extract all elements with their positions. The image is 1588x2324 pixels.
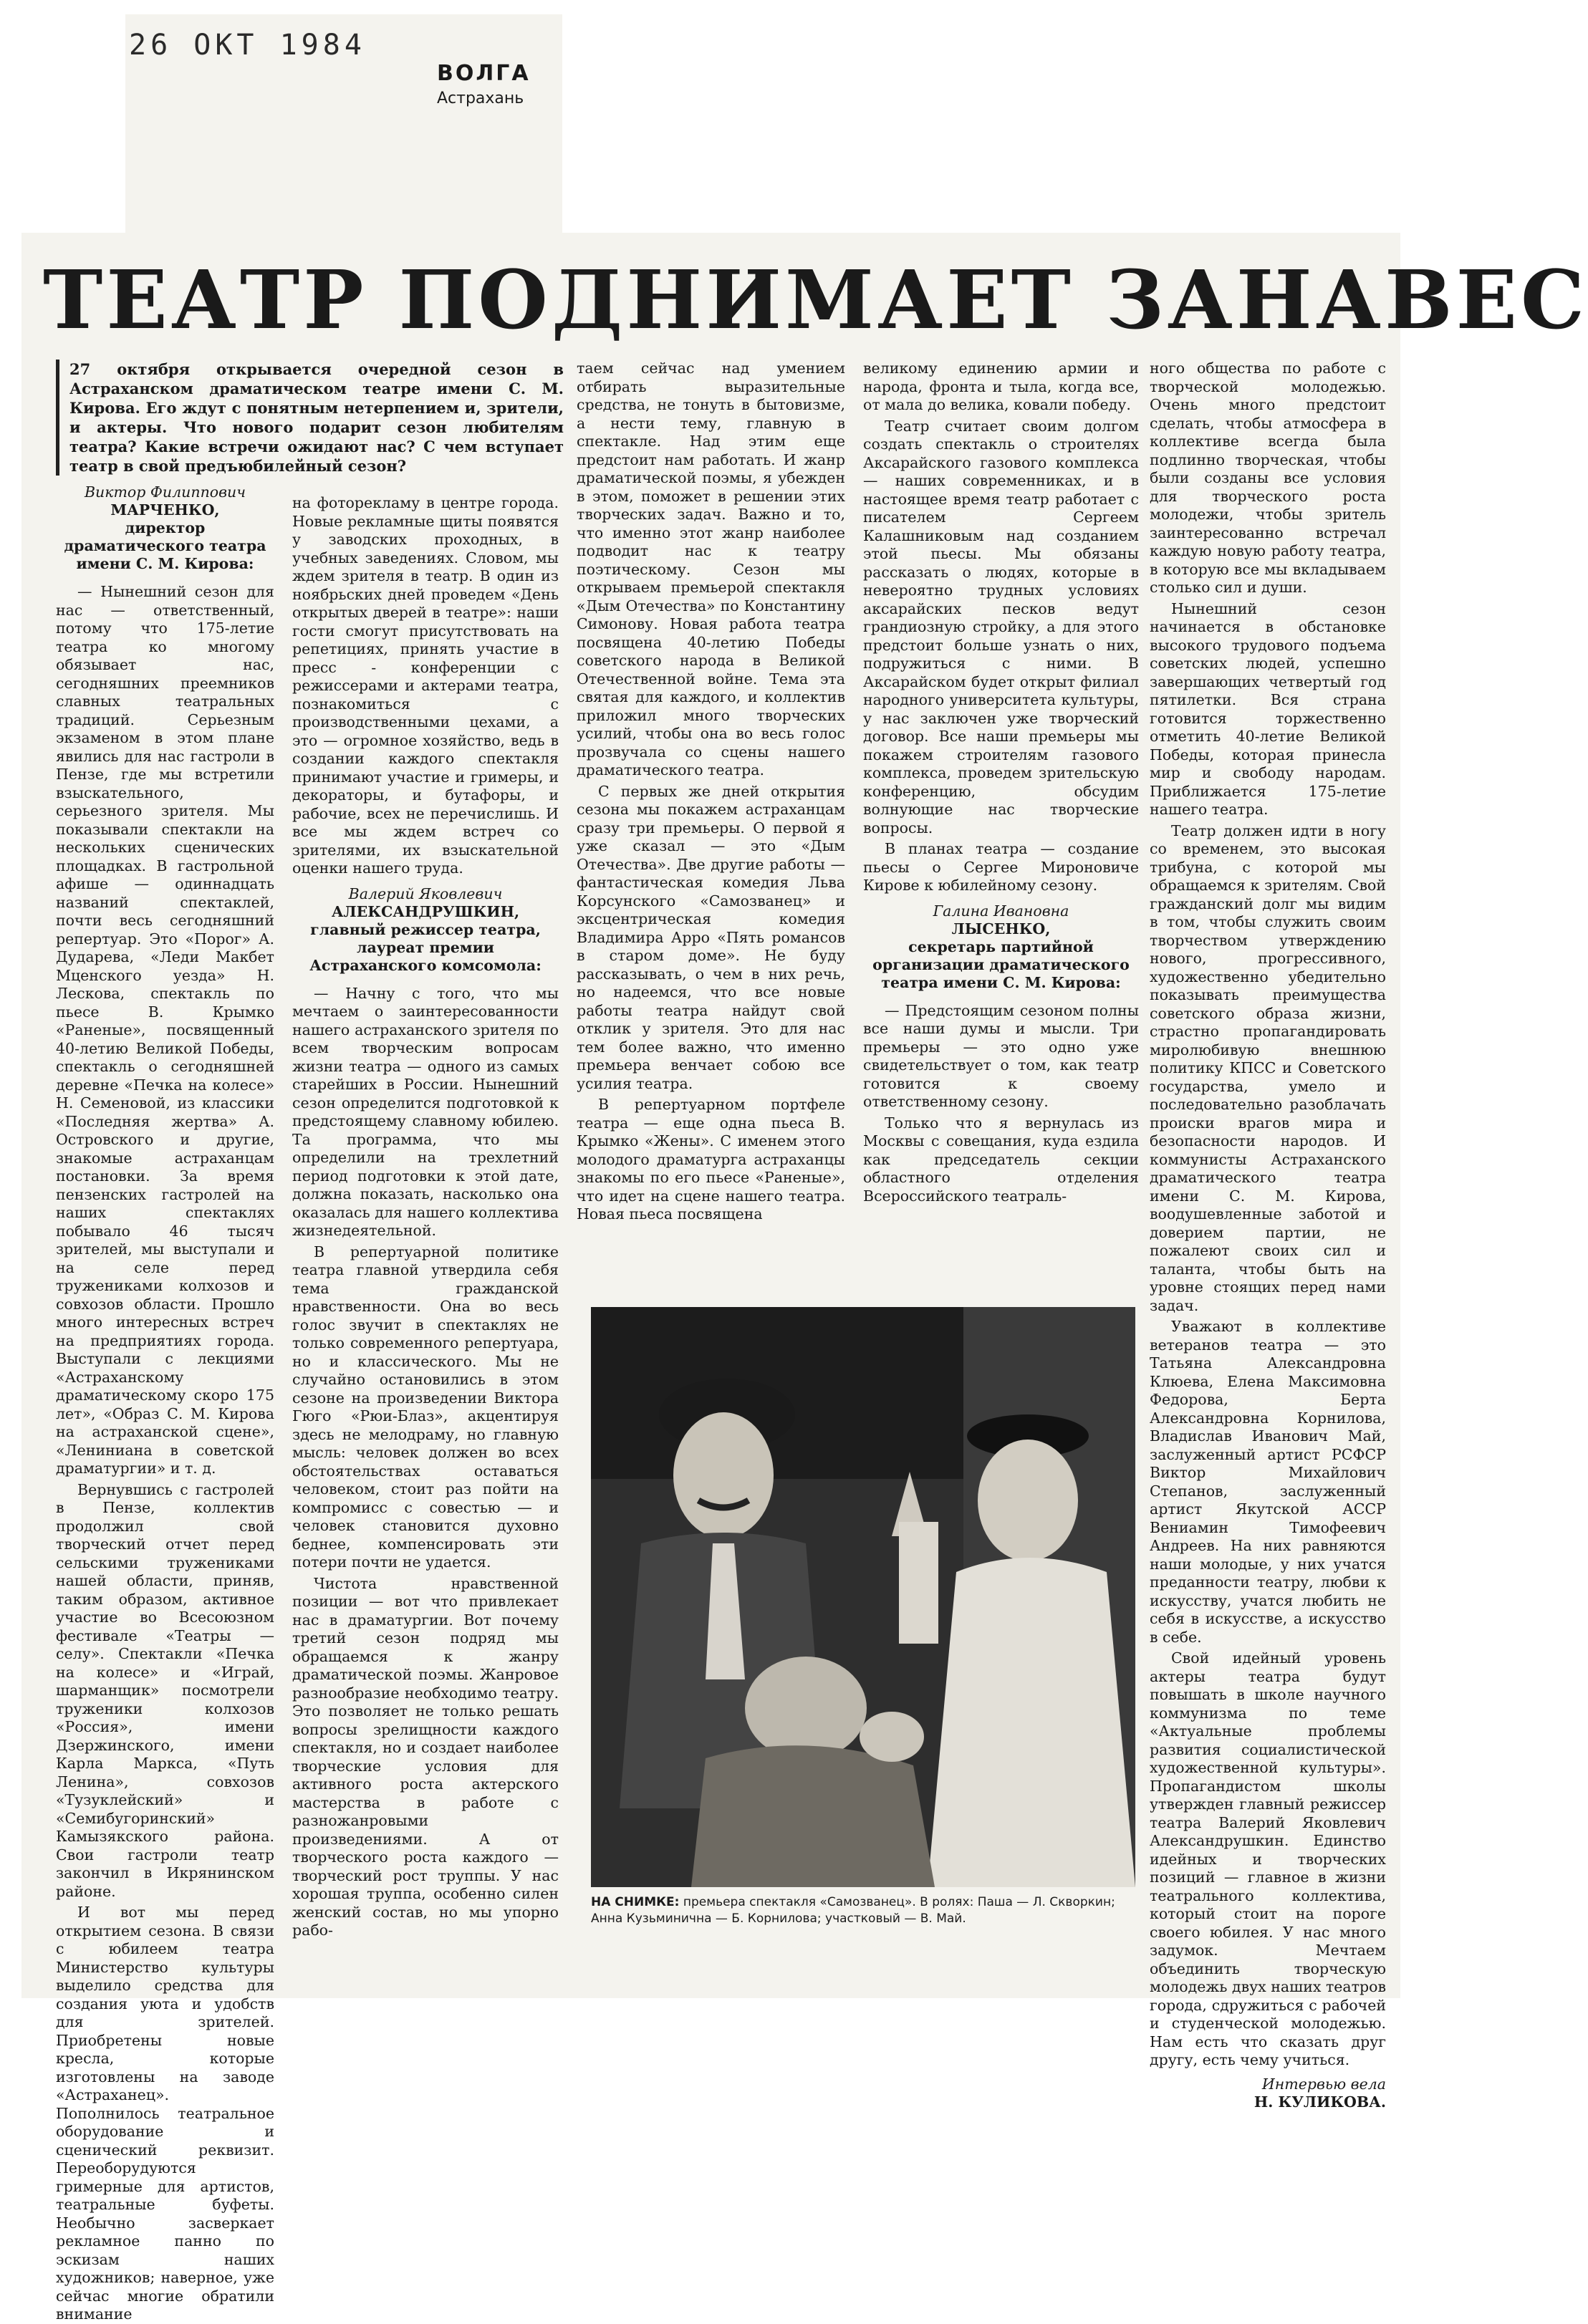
paragraph: Театр считает своим долгом создать спектакль о строителях Аксарайского газового комплекса — наших современниках, и в настоящее время театр работает с писателем Сергеем Калашниковым над созданием этой пьесы. Мы обязаны рассказать о людях, которые в невероятно трудных условиях аксарайских песков ведут грандиозную стройку, а для этого предстоит больше узнать о них, подружиться с ними. В Аксарайском будет открыт филиал народного университета культуры, у нас заключен уже творческий договор. Все наши премьеры мы покажем строителям газового комплекса, проведем зрительскую конференцию, обсудим волнующие нас творческие вопросы.	[863, 417, 1139, 836]
article-headline: ТЕАТР ПОДНИМАЕТ ЗАНАВЕС	[43, 254, 1588, 347]
photo-caption	[591, 1894, 1135, 1927]
paragraph: В репертуарной политике театра главной утвердила себя тема гражданской нравственности. Она во весь голос звучит в спектаклях не только современного репертуара, но и классического. Мы не случайно остановились в этом сезоне на произведении Виктора Гюго «Рюи-Блаз», акцентируя здесь не мелодраму, но главную мысль: человек должен во всех обстоятельствах оставаться человеком, стоит раз пойти на компромисс с совестью — и человек становится духовно беднее, компенсировать эти потери почти не удается.	[292, 1243, 559, 1571]
newspaper-city: Астрахань	[437, 90, 524, 107]
paragraph: великому единению армии и народа, фронта и тыла, когда все, от мала до велика, ковали победу.	[863, 360, 1139, 413]
speaker-surname: МАРЧЕНКО,	[110, 501, 220, 519]
speaker-surname: ЛЫСЕНКО,	[951, 920, 1051, 937]
speaker-byline-aleksandrushkin	[292, 885, 559, 975]
paragraph: — Предстоящим сезоном полны все наши думы и мысли. Три премьеры — это одно уже свидетельствует о том, как театр готовится к своему ответственному сезону.	[863, 1001, 1139, 1110]
column-1	[56, 476, 274, 2323]
paragraph: Свой идейный уровень актеры театра будут повышать в школе научного коммунизма по теме «Актуальные проблемы развития социалистической художественной культуры». Пропагандистом школы утвержден главный режиссер театра Валерий Яковлевич Александрушкин. Единство идейных и творческих позиций — главное в жизни театрального коллектива, который стоит на пороге своего юбилея. У нас много задумок. Мечтаем объединить творческую молодежь двух наших театров города, сдружиться с рабочей и студенческой молодежью. Нам есть что сказать друг другу, есть чему учиться.	[1150, 1649, 1386, 2068]
paragraph: С первых же дней открытия сезона мы покажем астраханцам сразу три премьеры. О первой я уже сказал — это «Дым Отечества». Две другие работы — фантастическая комедия Льва Корсунского «Самозванец» и эксцентрическая комедия Владимира Арро «Пять романсов в старом доме». Не буду рассказывать, о чем в них речь, но надеемся, что все новые работы театра найдут свой отклик у зрителя. Это для нас тем более важно, что именно премьера венчает собою все усилия театра.	[577, 782, 845, 1092]
paragraph: ного общества по работе с творческой молодежью. Очень много предстоит сделать, чтобы атмосфера в коллективе всегда была подлинно творческая, чтобы были созданы все условия для творческого роста молодежи, чтобы зритель заинтересованно встречал каждую новую работу театра, в которую все мы вкладываем столько сил и души.	[1150, 360, 1386, 596]
paragraph: Вернувшись с гастролей в Пензе, коллектив продолжил свой творческий отчет перед сельскими тружениками нашей области, приняв, таким образом, активное участие во Всесоюзном фестивале «Театры — селу». Спектакли «Печка на колесе» и «Играй, шарманщик» посмотрели труженики колхозов «Россия», имени Дзержинского, имени Карла Маркса, «Путь Ленина», совхозов «Тузуклейский» и «Семибугоринский» Камызякского района. Свои гастроли театр закончил в Икрянинском районе.	[56, 1480, 274, 1900]
paragraph: — Начну с того, что мы мечтаем о заинтересованности нашего астраханского зрителя по всем творческим вопросам жизни театра — одного из самых старейших в России. Нынешний сезон определится подготовкой к предстоящему славному юбилею. Та программа, что мы определили на трехлетний период подготовки к этой дате, должна показать, насколько она оказалась для нашего коллектива жизнедеятельной.	[292, 984, 559, 1239]
paragraph: — Нынешний сезон для нас — ответственный, потому что 175-летие театра ко многому обязывает нас, сегодняшних преемников славных театральных традиций. Серьезным экзаменом в этом плане явились для нас гастроли в Пензе, где мы встретили взыскательного, серьезного зрителя. Мы показывали спектакли на нескольких сценических площадках. В гастрольной афише — одиннадцать названий спектаклей, почти весь сегодняшний репертуар. Это «Порог» А. Дударева, «Леди Макбет Мценского уезда» Н. Лескова, спектакль по пьесе В. Крымко «Раненые», посвященный 40-летию Великой Победы, спектакль о сегодняшней деревне «Печка на колесе» Н. Семеновой, из классики «Последняя жертва» А. Островского и другие, знакомые астраханцам постановки. За время пензенских гастролей на наших спектаклях побывало 46 тысяч зрителей, мы выступали и на селе перед тружениками колхозов и совхозов области. Прошло много интересных встреч на предприятиях города. Выступали с лекциями «Астраханскому драматическому скоро 175 лет», «Образ С. М. Кирова на астраханской сцене», «Лениниана в советской драматургии» и т. д.	[56, 583, 274, 1477]
column-4	[863, 360, 1139, 1301]
paragraph: Нынешний сезон начинается в обстановке высокого трудового подъема советских людей, успешно завершающих четвертый год пятилетки. Вся страна готовится торжественно отметить 40-летие Великой Победы, которая принесла мир и свободу народам. Приближается 175-летие нашего театра.	[1150, 599, 1386, 818]
column-2	[292, 494, 559, 1977]
paragraph: Только что я вернулась из Москвы с совещания, куда ездила как председатель секции областного отделения Всероссийского театраль-	[863, 1114, 1139, 1205]
speaker-byline-lysenko	[863, 902, 1139, 992]
article-lead: 27 октября открывается очередной сезон в Астраханском драматическом театре имени С. М. Кирова. Его ждут с понятным нетерпением и, зрители, и актеры. Что нового подарит сезон любителям театра? Какие встречи ожидают нас? С чем вступает театр в свой предъюбилейный сезон?	[56, 360, 564, 476]
speaker-title: директор драматического театра имени С. М. Кирова:	[64, 519, 266, 572]
paragraph: таем сейчас над умением отбирать выразительные средства, не тонуть в бытовизме, а нести тему, главную в спектакле. Над этим еще предстоит нам работать. И жанр драматической поэмы, я убежден в этом, поможет в решении этих творческих задач. Важно и то, что именно этот жанр наиболее подводит нас к театру поэтическому. Сезон мы открываем премьерой спектакля «Дым Отечества» по Константину Симонову. Новая работа театра посвящена 40-летию Победы советского народа в Великой Отечественной войне. Тема эта святая для каждого, и коллектив приложил много творческих усилий, чтобы она во весь голос прозвучала со сцены нашего драматического театра.	[577, 360, 845, 778]
column-3	[577, 360, 845, 1301]
paragraph: Чистота нравственной позиции — вот что привлекает нас в драматургии. Вот почему третий сезон подряд мы обращаемся к жанру драматической поэмы. Жанровое разнообразие необходимо театру. Это позволяет не только решать вопросы зрелищности каждого спектакля, но и создает наиболее творческие условия для активного роста актерского мастерства в работе с разножанровыми произведениями. А от творческого роста каждого — творческий рост труппы. У нас хорошая труппа, особенно силен женский состав, но мы упорно рабо-	[292, 1574, 559, 1939]
column-5	[1150, 360, 1386, 2111]
paragraph: Уважают в коллективе ветеранов театра — это Татьяна Александровна Клюева, Елена Максимовна Федорова, Берта Александровна Корнилова, Владислав Иванович Май, заслуженный артист РСФСР Виктор Михайлович Степанов, заслуженный артист Якутской АССР Вениамин Тимофеевич Андреев. На них равняются наши молодые, у них учатся преданности театру, любви к искусству, учатся любить не себя в искусстве, а искусство в себе.	[1150, 1318, 1386, 1646]
paragraph: И вот мы перед открытием сезона. В связи с юбилеем театра Министерство культуры выделило средства для создания уюта и удобств для зрителей. Приобретены новые кресла, которые изготовлены на заводе «Астраханец». Пополнилось театральное оборудование и сценический реквизит. Переоборудуются гримерные для артистов, театральные буфеты. Необычно засверкает рекламное панно по эскизам наших художников; наверное, уже сейчас многие обратили внимание	[56, 1904, 274, 2323]
speaker-byline-marchenko	[56, 483, 274, 573]
speaker-title: секретарь партийной организации драматического театра имени С. М. Кирова:	[872, 937, 1130, 991]
date-stamp: 26 ОКТ 1984	[129, 29, 366, 62]
newspaper-name: ВОЛГА	[437, 61, 531, 86]
paragraph: В планах театра — создание пьесы о Сергее Мироновиче Кирове к юбилейному сезону.	[863, 840, 1139, 894]
interviewer-signoff	[1150, 2075, 1386, 2112]
caption-text: премьера спектакля «Самозванец». В ролях: Паша — Л. Скворкин; Анна Кузьминична — Б. Корнилова; участковый — В. Май.	[591, 1895, 1115, 1926]
speaker-title: главный режиссер театра, лауреат премии Астраханского комсомола:	[309, 920, 542, 974]
production-photo	[591, 1307, 1135, 1887]
signoff-label: Интервью вела	[1261, 2075, 1386, 2093]
speaker-name: Галина Ивановна	[933, 902, 1069, 920]
paragraph: на фотор​екламу в центре города. Новые рекламные щиты появятся у заводских проходных, в учебных заведениях. Словом, мы ждем зрителя в театр. В один из ноябрьских дней проведем «День открытых дверей в театре»: наши гости смогут присутствовать на репетициях, принять участие в пресс - конференции с режиссерами и актерами театра, познакомиться с производственными цехами, а это — огромное хозяйство, ведь в создании каждого спектакля принимают участие и гримеры, и декораторы, и бутафоры, и рабочие, всех не перечислишь. И все мы ждем встреч со зрителями, их взыскательной оценки нашего труда.	[292, 494, 559, 877]
paragraph: В репертуарном портфеле театра — еще одна пьеса В. Крымко «Жены». С именем этого молодого драматурга астраханцы знакомы по его пьесе «Раненые», что идет на сцене нашего театра. Новая пьеса посвящена	[577, 1096, 845, 1223]
speaker-name: Валерий Яковлевич	[348, 884, 503, 902]
speaker-surname: АЛЕКСАНДРУШКИН,	[331, 902, 520, 920]
interviewer-name: Н. КУЛИКОВА.	[1253, 2093, 1386, 2111]
speaker-name: Виктор Филиппович	[84, 483, 246, 501]
caption-label: НА СНИМКЕ:	[591, 1895, 680, 1909]
paragraph: Театр должен идти в ногу со временем, это высокая трибуна, с которой мы обращаемся к зрителям. Свой гражданский долг мы видим в том, чтобы служить своим творчеством утверждению нового, прогрессивного, художественно убедительно показывать преимущества советского образа жизни, страстно пропагандировать миролюбивую внешнюю политику КПСС и Советского государства, умело и последовательно разоблачать происки врагов мира и безопасности народов. И коммунисты Астраханского драматического театра имени С. М. Кирова, воодушевленные заботой и доверием партии, не пожалеют своих сил и таланта, чтобы быть на уровне стоящих перед нами задач.	[1150, 821, 1386, 1314]
